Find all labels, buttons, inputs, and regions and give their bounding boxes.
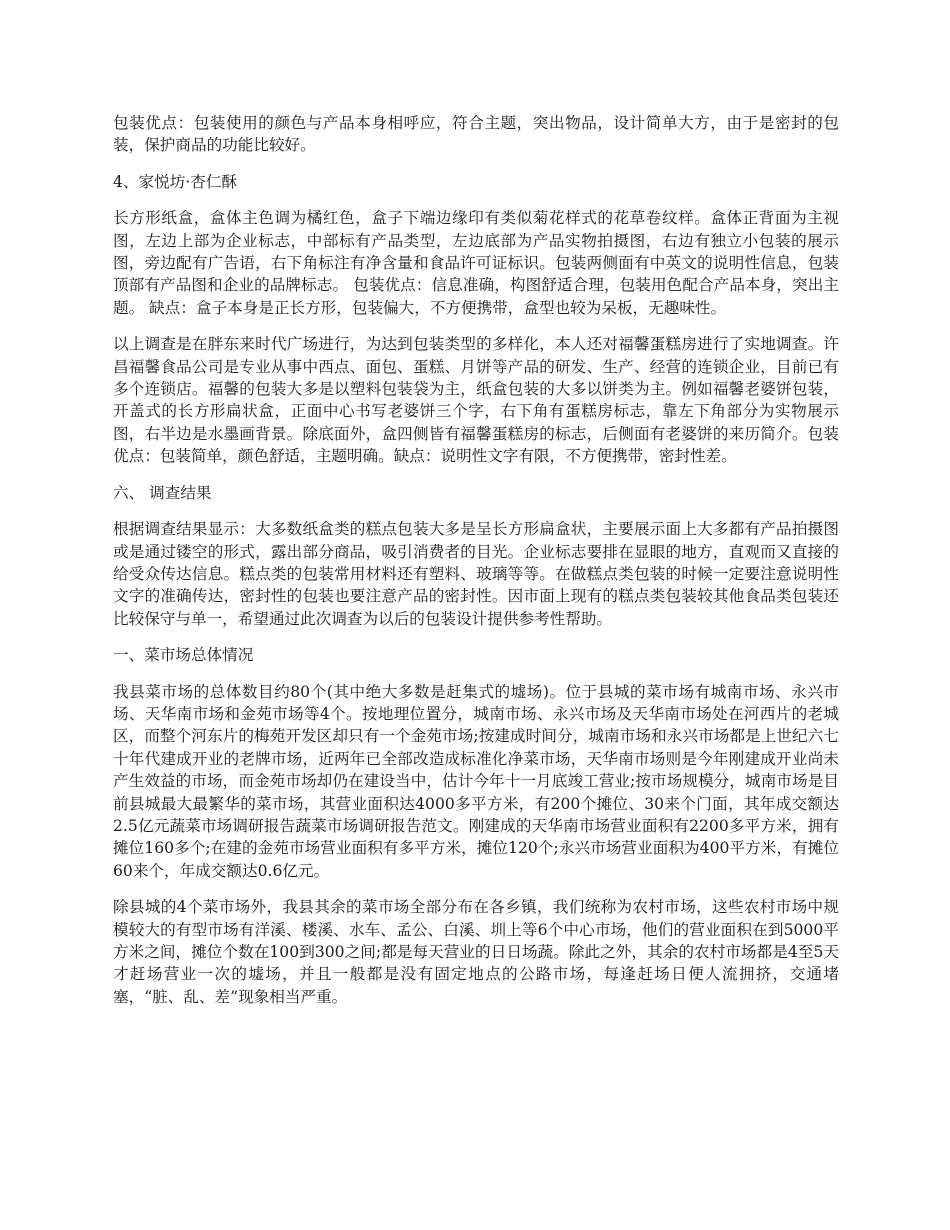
paragraph-jiayuefang-description: 长方形纸盒，盒体主色调为橘红色，盒子下端边缘印有类似菊花样式的花草卷纹样。盒体正背面为主视图，左边上部为企业标志，中部标有产品类型，左边底部为产品实物拍摄图，右边有独立小包装的展示图，旁边配有广告语，右下角标注有净含量和食品许可证标识。包装两侧面有中英文的说明性信息，包装顶部有产品图和企业的品牌标志。 包装优点：信息准确，构图舒适合理，包装用色配合产品本身，突出主题。 缺点：盒子本身是正长方形，包装偏大，不方便携带，盒型也较为呆板，无趣味性。 bbox=[113, 209, 839, 317]
heading-jiayuefang: 4、家悦坊·杏仁酥 bbox=[113, 172, 238, 191]
paragraph-packaging-advantages: 包装优点：包装使用的颜色与产品本身相呼应，符合主题，突出物品，设计简单大方，由于是密封的包装，保护商品的功能比较好。 bbox=[113, 114, 839, 155]
paragraph-rural-markets: 除县城的4个菜市场外，我县其余的菜市场全部分布在各乡镇，我们统称为农村市场，这些农村市场中规模较大的有型市场有洋溪、楼溪、水车、孟公、白溪、圳上等6个中心市场，他们的营业面积在到5000平方米之间，摊位个数在100到300之间;都是每天营业的日日场蔬。除此之外，其余的农村市场都是4至5天才赶场营业一次的墟场，并且一般都是没有固定地点的公路市场，每逢赶场日便人流拥挤，交通堵塞，“脏、乱、差”现象相当严重。 bbox=[113, 898, 839, 1006]
heading-survey-results: 六、 调查结果 bbox=[113, 483, 212, 502]
document-page bbox=[113, 112, 839, 1022]
paragraph-fuxin-survey: 以上调查是在胖东来时代广场进行，为达到包装类型的多样化，本人还对福馨蛋糕房进行了实地调查。许昌福馨食品公司是专业从事中西点、面包、蛋糕、月饼等产品的研发、生产、经营的连锁企业，目前已有多个连锁店。福馨的包装大多是以塑料包装袋为主，纸盒包装的大多以饼类为主。例如福馨老婆饼包装，开盖式的长方形扁状盒，正面中心书写老婆饼三个字，右下角有蛋糕房标志，靠左下角部分为实物展示图，右半边是水墨画背景。除底面外，盒四侧皆有福馨蛋糕房的标志，后侧面有老婆饼的来历简介。包装优点：包装简单，颜色舒适，主题明确。缺点：说明性文字有限，不方便携带，密封性差。 bbox=[113, 335, 839, 466]
paragraph-county-markets: 我县菜市场的总体数目约80个(其中绝大多数是赶集式的墟场)。位于县城的菜市场有城南市场、永兴市场、天华南市场和金苑市场等4个。按地理位置分，城南市场、永兴市场及天华南市场处在河西片的老城区，而整个河东片的梅苑开发区却只有一个金苑市场;按建成时间分，城南市场和永兴市场都是上世纪六七十年代建成开业的老牌市场，近两年已全部改造成标准化净菜市场，天华南市场则是今年刚建成开业尚未产生效益的市场，而金苑市场却仍在建设当中，估计今年十一月底竣工营业;按市场规模分，城南市场是目前县城最大最繁华的菜市场，其营业面积达4000多平方米，有200个摊位、30来个门面，其年成交额达2.5亿元蔬菜市场调研报告蔬菜市场调研报告范文。刚建成的天华南市场营业面积有2200多平方米，拥有摊位160多个;在建的金苑市场营业面积有多平方米，摊位120个;永兴市场营业面积为400平方米，有摊位60来个，年成交额达0.6亿元。 bbox=[113, 682, 839, 880]
paragraph-survey-results: 根据调查结果显示：大多数纸盒类的糕点包装大多是呈长方形扁盒状，主要展示面上大多都有产品拍摄图或是通过镂空的形式，露出部分商品，吸引消费者的目光。企业标志要排在显眼的地方，直观而又直接的给受众传达信息。糕点类的包装常用材料还有塑料、玻璃等等。在做糕点类包装的时候一定要注意说明性文字的准确传达，密封性的包装也要注意产品的密封性。因市面上现有的糕点类包装较其他食品类包装还比较保守与单一，希望通过此次调查为以后的包装设计提供参考性帮助。 bbox=[113, 520, 839, 628]
heading-market-overview: 一、菜市场总体情况 bbox=[113, 646, 254, 665]
